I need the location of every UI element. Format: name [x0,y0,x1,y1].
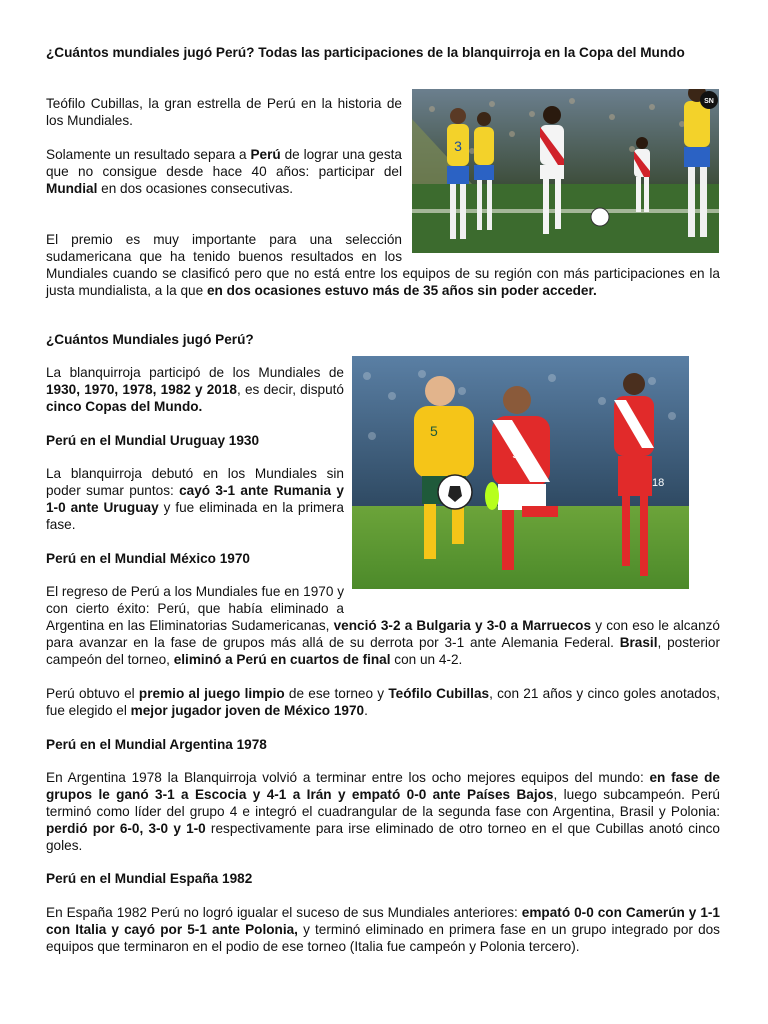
svg-text:3: 3 [454,138,462,154]
heading-1970: Perú en el Mundial México 1970 [46,551,250,566]
paragraph-prize: El premio es muy importante para una selección sudamericana que ha tenido buenos resultados en los Mundiales cuando se clasificó pero que no está entre los equipos de su región con más participaciones en la justa mundialista, a la que en dos ocasiones estuvo más de 35 años sin poder acceder. [46,232,720,298]
heading-1930: Perú en el Mundial Uruguay 1930 [46,433,260,448]
paragraph-1978: En Argentina 1978 la Blanquirroja volvió a terminar entre los ocho mejores equipos del mundo: en fase de grupos le ganó 3-1 a Escocia y 4-1 a Irán y empató 0-0 ante Países Bajos, luego subcampeón. Perú terminó como líder del grupo 4 e integró el cuadrangular de la segunda fase con Argentina, Brasil y Polonia: perdió por 6-0, 3-0 y 1-0 respectivamente para irse eliminado de otro torneo en el que Cubillas anotó cinco goles. [46,770,720,853]
article-title: ¿Cuántos mundiales jugó Perú? Todas las participaciones de la blanquirroja en la Copa del Mundo [46,45,685,60]
paragraph-participations: La blanquirroja participó de los Mundiales de 1930, 1970, 1978, 1982 y 2018, es decir, disputó cinco Copas del Mundo. [46,365,344,414]
heading-1982: Perú en el Mundial España 1982 [46,871,253,886]
paragraph-intro: Teófilo Cubillas, la gran estrella de Perú en la historia de los Mundiales. [46,96,402,128]
paragraph-result: Solamente un resultado separa a Perú de lograr una gesta que no consigue desde hace 40 años: participar del Mundial en dos ocasiones consecutivas. [46,147,402,196]
paragraph-1970: El regreso de Perú a los Mundiales fue en 1970 y con cierto éxito: Perú, que había eliminado a Argentina en las Eliminatorias Sudamericanas, venció 3-2 a Bulgaria y 3-0 a Marruecos y con eso le alcanzó para avanzar en la fase de grupos más allá de su derrota por 3-1 ante Alemania Federal. Brasil, posterior campeón del torneo, eliminó a Perú en cuartos de final con un 4-2. [46,584,720,667]
paragraph-1982: En España 1982 Perú no logró igualar el suceso de sus Mundiales anteriores: empató 0-0 con Camerún y 1-1 con Italia y cayó por 5-1 ante Polonia, y terminó eliminado en primera fase en un grupo integrado por dos equipos que terminaron en el podio de ese torneo (Italia fue campeón y Polonia tercero). [46,905,720,954]
paragraph-1930: La blanquirroja debutó en los Mundiales sin poder sumar puntos: cayó 3-1 ante Rumania y 1-0 ante Uruguay y fue eliminada en la primera fase. [46,466,344,532]
svg-text:18: 18 [652,477,665,489]
svg-text:5: 5 [430,423,438,439]
heading-1978: Perú en el Mundial Argentina 1978 [46,737,267,752]
paragraph-fair-play: Perú obtuvo el premio al juego limpio de ese torneo y Teófilo Cubillas, con 21 años y cinco goles anotados, fue elegido el mejor jugador joven de México 1970. [46,686,720,718]
heading-how-many: ¿Cuántos Mundiales jugó Perú? [46,332,254,347]
svg-text:9: 9 [512,447,519,461]
svg-text:SN: SN [704,98,714,105]
